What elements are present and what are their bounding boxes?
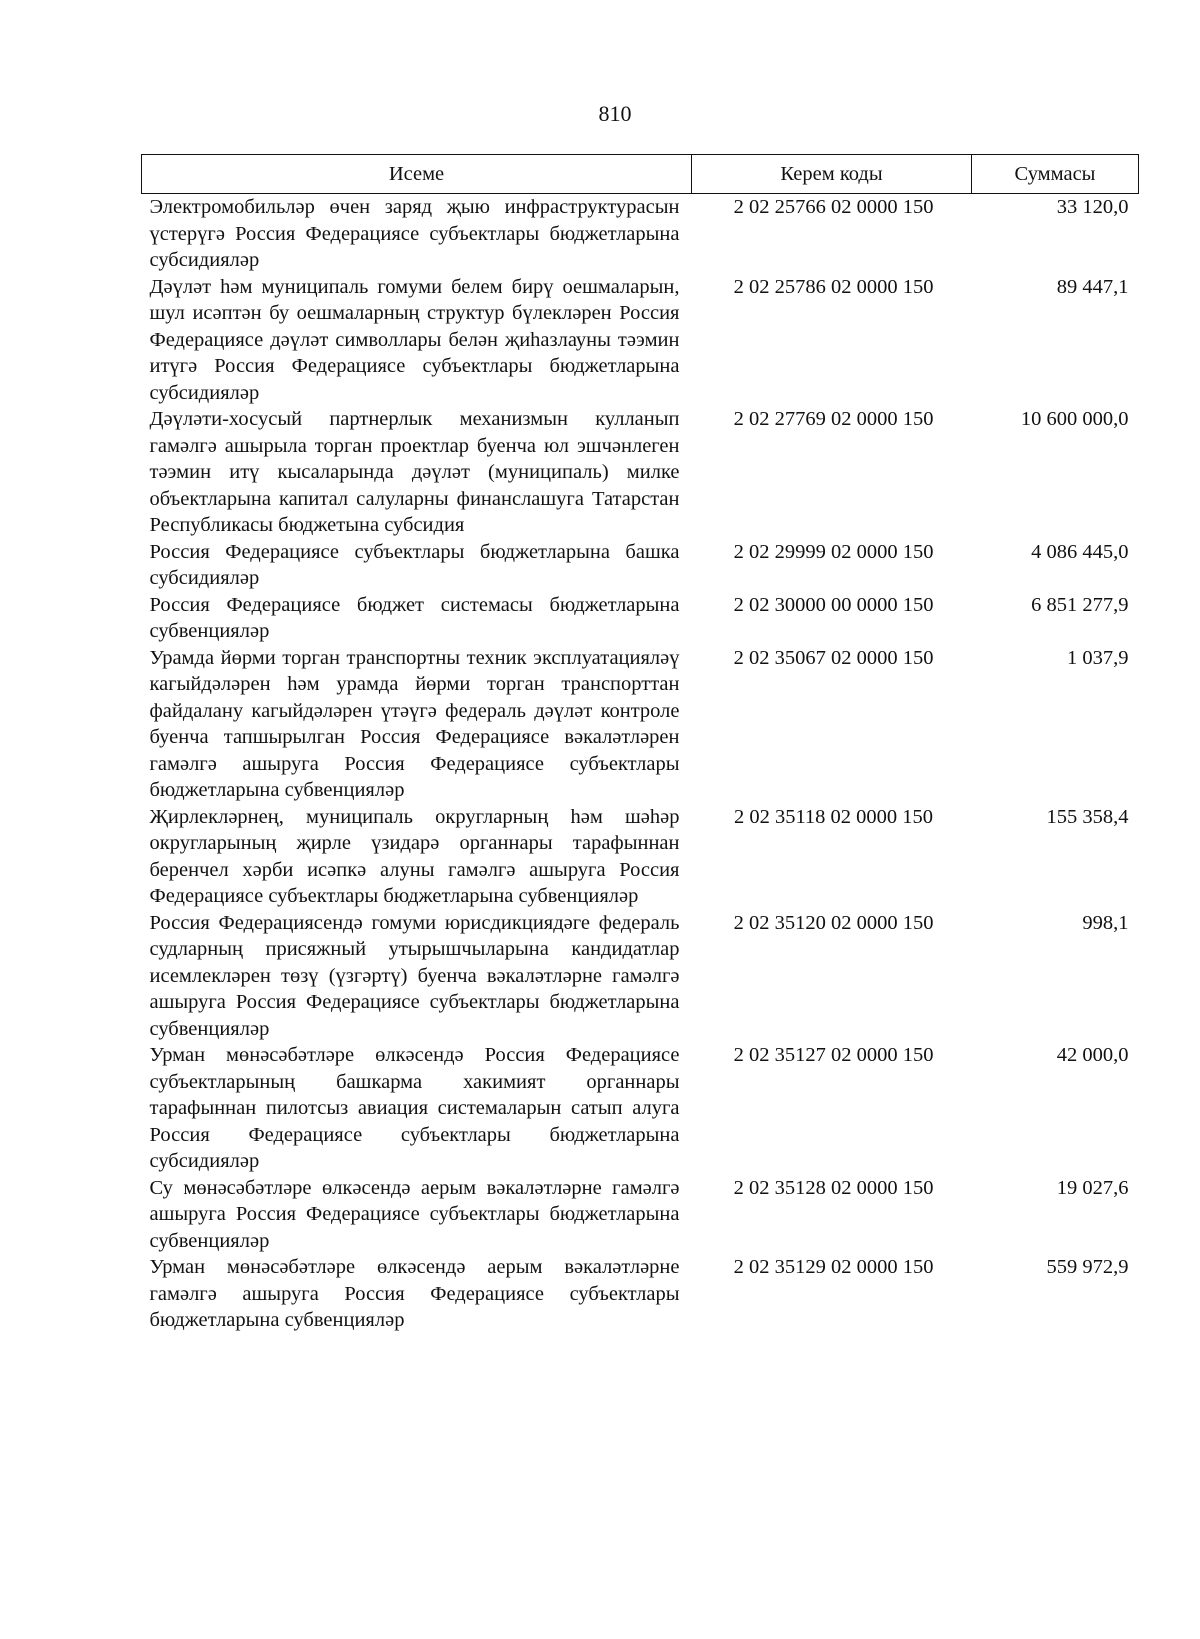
row-name: Электромобильләр өчен заряд җыю инфраструктурасын үстерүгә Россия Федерациясе субъектлары бюджетларына субсидияләр bbox=[149, 196, 680, 271]
row-name: Су мөнәсәбәтләре өлкәсендә аерым вәкаләтләрне гамәлгә ашыруга Россия Федерациясе субъектлары бюджетларына субвенцияләр bbox=[149, 1176, 680, 1252]
table-row bbox=[142, 406, 1139, 539]
row-sum: 998,1 bbox=[1082, 911, 1129, 934]
row-name: Дәүләт һәм муниципаль гомуми белем бирү оешмаларын, шул исәптән бу оешмаларның структур бүлекләрен Россия Федерациясе дәүләт символлары белән җиһазлауны тәэмин итүгә Россия Федерациясе субъектлары бюджетларына субсидияләр bbox=[149, 275, 680, 404]
table-row bbox=[142, 1042, 1139, 1175]
row-sum: 155 358,4 bbox=[1046, 805, 1129, 828]
budget-table bbox=[141, 154, 1139, 1334]
row-name: Урман мөнәсәбәтләре өлкәсендә Россия Федерациясе субъектларының башкарма хакимият органнары тарафыннан пилотсыз авиация системаларын сатып алуга Россия Федерациясе субъектлары бюджетларына субсидияләр bbox=[149, 1044, 680, 1172]
row-code: 2 02 25786 02 0000 150 bbox=[733, 275, 934, 298]
row-name: Дәүләти-хосусый партнерлык механизмын кулланып гамәлгә ашырыла торган проектлар буенча юл эшчәнлеген тәэмин итү кысаларында дәүләт (муниципаль) милке объектларына капитал салуларны финанслашуга Татарстан Республикасы бюджетына субсидия bbox=[149, 408, 680, 536]
table-row bbox=[142, 539, 1139, 592]
row-name: Урман мөнәсәбәтләре өлкәсендә аерым вәкаләтләрне гамәлгә ашыруга Россия Федерациясе субъектлары бюджетларына субвенцияләр bbox=[149, 1256, 680, 1331]
row-name: Урамда йөрми торган транспортны техник эксплуатацияләү кагыйдәләрен һәм урамда йөрми торган транспорттан файдалану кагыйдәләрен үтәүгә федераль дәүләт контроле буенча тапшырылган Россия Федерациясе вәкаләтләрен гамәлгә ашыруга Россия Федерациясе субъектлары бюджетларына субвенцияләр bbox=[149, 646, 680, 801]
row-sum: 4 086 445,0 bbox=[1031, 540, 1129, 563]
row-name: Җирлекләрнең, муниципаль округларның һәм шәһәр округларының җирле үзидарә органнары тарафыннан беренчел хәрби исәпкә алуны гамәлгә ашыруга Россия Федерациясе субъектлары бюджетларына субвенцияләр bbox=[149, 805, 680, 907]
row-code: 2 02 35067 02 0000 150 bbox=[733, 646, 934, 669]
row-sum: 559 972,9 bbox=[1046, 1256, 1129, 1278]
row-code: 2 02 35118 02 0000 150 bbox=[733, 805, 934, 828]
table-row bbox=[142, 274, 1139, 407]
row-code: 2 02 35120 02 0000 150 bbox=[733, 911, 934, 934]
table-row bbox=[142, 1254, 1139, 1334]
row-name: Россия Федерациясе бюджет системасы бюджетларына субвенцияләр bbox=[149, 593, 680, 642]
table-row bbox=[142, 910, 1139, 1043]
row-sum: 89 447,1 bbox=[1056, 275, 1129, 298]
table-row bbox=[142, 645, 1139, 804]
row-code: 2 02 30000 00 0000 150 bbox=[733, 593, 934, 616]
table-row bbox=[142, 194, 1139, 274]
row-sum: 6 851 277,9 bbox=[1031, 593, 1129, 616]
table-row bbox=[142, 1175, 1139, 1255]
row-name: Россия Федерациясе субъектлары бюджетларына башка субсидияләр bbox=[149, 540, 680, 589]
header-sum: Суммасы bbox=[972, 155, 1139, 194]
row-code: 2 02 35129 02 0000 150 bbox=[733, 1256, 934, 1278]
row-code: 2 02 29999 02 0000 150 bbox=[733, 540, 934, 563]
header-name: Исеме bbox=[142, 155, 692, 194]
table-row bbox=[142, 592, 1139, 645]
row-code: 2 02 25766 02 0000 150 bbox=[733, 196, 934, 218]
row-code: 2 02 35128 02 0000 150 bbox=[733, 1176, 934, 1199]
row-sum: 42 000,0 bbox=[1056, 1044, 1129, 1066]
table-row bbox=[142, 804, 1139, 910]
row-sum: 10 600 000,0 bbox=[1020, 408, 1129, 430]
table-header-row bbox=[142, 155, 1139, 194]
row-code: 2 02 27769 02 0000 150 bbox=[733, 408, 934, 430]
page-number: 810 bbox=[598, 101, 632, 126]
header-code: Керем коды bbox=[692, 155, 972, 194]
row-sum: 19 027,6 bbox=[1056, 1176, 1129, 1199]
row-sum: 33 120,0 bbox=[1056, 196, 1129, 218]
row-sum: 1 037,9 bbox=[1067, 646, 1129, 669]
row-code: 2 02 35127 02 0000 150 bbox=[733, 1044, 934, 1066]
row-name: Россия Федерациясендә гомуми юрисдикциядәге федераль судларның присяжный утырышчыларына кандидатлар исемлекләрен төзү (үзгәртү) буенча вәкаләтләрне гамәлгә ашыруга Россия Федерациясе субъектлары бюджетларына субвенцияләр bbox=[149, 911, 680, 1040]
